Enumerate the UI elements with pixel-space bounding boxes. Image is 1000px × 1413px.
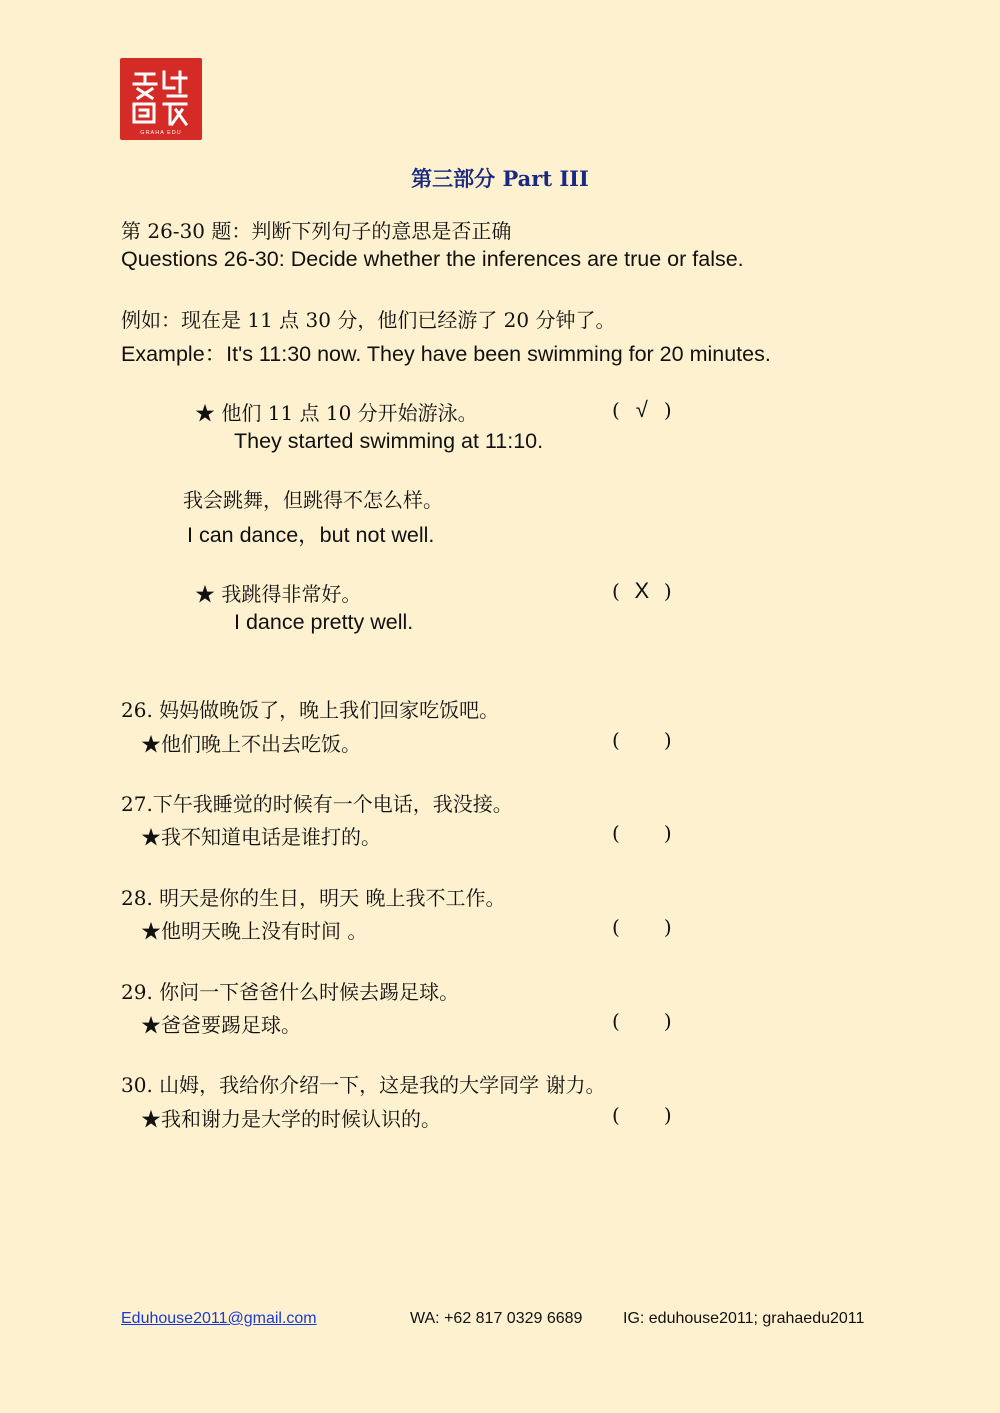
- example-statement2-zh: ★ 我跳得非常好。: [195, 582, 362, 606]
- question-26-answer-box[interactable]: ( ): [612, 728, 672, 752]
- question-26-statement: ★他们晚上不出去吃饭。: [141, 732, 361, 756]
- example-en: Example：It's 11:30 now. They have been swimming for 20 minutes.: [121, 342, 771, 366]
- answer-mark: X: [634, 578, 650, 603]
- example-sentence2-en: I can dance，but not well.: [187, 523, 435, 547]
- question-29-sentence: 29. 你问一下爸爸什么时候去踢足球。: [121, 980, 460, 1004]
- question-27-statement: ★我不知道电话是谁打的。: [141, 825, 381, 849]
- question-30-statement: ★我和谢力是大学的时候认识的。: [141, 1107, 441, 1131]
- logo-caption: GRAHA EDU: [140, 130, 182, 136]
- answer-mark: √: [635, 397, 648, 422]
- question-30-answer-box[interactable]: ( ): [612, 1103, 672, 1127]
- logo: [120, 58, 202, 140]
- question-28-sentence: 28. 明天是你的生日，明天 晚上我不工作。: [121, 886, 506, 910]
- question-27-sentence: 27.下午我睡觉的时候有一个电话，我没接。: [121, 792, 513, 816]
- question-30-sentence: 30. 山姆，我给你介绍一下，这是我的大学同学 谢力。: [121, 1073, 606, 1097]
- question-29-answer-box[interactable]: ( ): [612, 1009, 672, 1033]
- question-28-answer-box[interactable]: ( ): [612, 915, 672, 939]
- example-zh: 例如：现在是 11 点 30 分，他们已经游了 20 分钟了。: [121, 308, 616, 332]
- footer-email-link[interactable]: Eduhouse2011@gmail.com: [121, 1310, 317, 1327]
- instructions-zh: 第 26-30 题：判断下列句子的意思是否正确: [121, 219, 512, 243]
- question-26-sentence: 26. 妈妈做晚饭了，晚上我们回家吃饭吧。: [121, 698, 500, 722]
- footer-instagram: IG: eduhouse2011; grahaedu2011: [623, 1310, 865, 1327]
- question-29-statement: ★爸爸要踢足球。: [141, 1013, 301, 1037]
- example-sentence2-zh: 我会跳舞，但跳得不怎么样。: [183, 488, 443, 512]
- question-27-answer-box[interactable]: ( ): [612, 821, 672, 845]
- example-answer2: ( X ): [612, 578, 672, 603]
- example-statement2-en: I dance pretty well.: [234, 610, 414, 634]
- logo-seal-icon: [120, 58, 202, 140]
- instructions-en: Questions 26-30: Decide whether the inferences are true or false.: [121, 247, 744, 271]
- example-statement1-en: They started swimming at 11:10.: [234, 429, 544, 453]
- footer-whatsapp: WA: +62 817 0329 6689: [410, 1310, 583, 1327]
- question-28-statement: ★他明天晚上没有时间 。: [141, 919, 368, 943]
- example-answer1: ( √ ): [612, 397, 672, 422]
- page-title: 第三部分 Part III: [411, 166, 589, 191]
- example-statement1-zh: ★ 他们 11 点 10 分开始游泳。: [195, 401, 478, 425]
